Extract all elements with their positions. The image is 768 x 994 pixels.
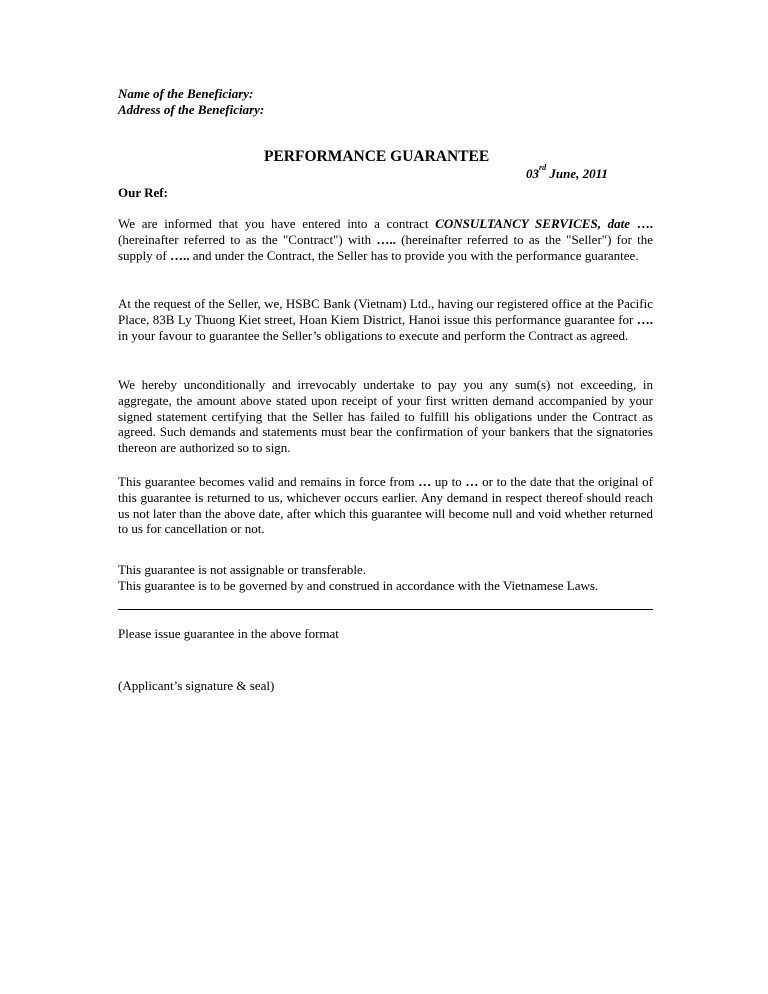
- p4-text-c: up to: [431, 474, 466, 489]
- horizontal-divider: [118, 609, 653, 610]
- p1-text-g: (hereinafter referred to as the "Seller") for the supply of: [118, 231, 654, 263]
- p1-contract-name: CONSULTANCY SERVICES, date: [435, 216, 631, 231]
- p5-line-assignable: This guarantee is not assignable or transferable.: [118, 562, 366, 577]
- p1-text-e: (hereinafter referred to as the "Contract") with: [118, 231, 377, 247]
- p4-text-e: or to the date that the original of this guarantee is returned to us, whichever occurs earlier. Any demand in respect thereof should reach us not later than the above date, after which this guarantee will become null and void whether returned to us for cancellation or not.: [118, 474, 653, 537]
- p1-supply-placeholder: …..: [170, 247, 190, 263]
- p4-text-a: This guarantee becomes valid and remains in force from: [118, 474, 419, 489]
- p1-date-placeholder: ….: [636, 216, 653, 231]
- p1-seller-placeholder: …..: [376, 231, 396, 247]
- p1-text-c: [630, 216, 637, 231]
- beneficiary-address-label: Address of the Beneficiary:: [118, 102, 265, 117]
- p2-text-a: At the request of the Seller, we, HSBC Bank (Vietnam) Ltd., having our registered office at the Pacific Place, 83B Ly Thuong Kiet street, Hoan Kiem District, Hanoi issue this performance guarantee for: [118, 296, 653, 327]
- request-text: Please issue guarantee in the above format: [118, 626, 339, 641]
- document-date: [526, 163, 608, 182]
- p2-text-c: in your favour to guarantee the Seller’s obligations to execute and perform the Contract as agreed.: [118, 327, 629, 343]
- p4-to-placeholder: …: [465, 474, 479, 489]
- paragraph-issuer: [118, 296, 653, 343]
- our-ref-label: Our Ref:: [118, 185, 168, 200]
- beneficiary-name-label: Name of the Beneficiary:: [118, 86, 254, 101]
- paragraph-validity: [118, 474, 653, 537]
- date-suffix: rd: [539, 163, 547, 172]
- beneficiary-block: [118, 86, 264, 118]
- p2-amount-placeholder: ….: [636, 311, 653, 327]
- p1-text-i: and under the Contract, the Seller has to provide you with the performance guarantee.: [189, 247, 639, 263]
- p1-text-a: We are informed that you have entered into a contract: [118, 216, 436, 231]
- paragraph-undertaking: We hereby unconditionally and irrevocably undertake to pay you any sum(s) not exceeding, in aggregate, the amount above stated upon receipt of your first written demand accompanied by your signed statement certifying that the Seller has failed to fulfill his obligations under the Contract as agreed. Such demands and statements must bear the confirmation of your bankers that the signatories thereon are authorized so to sign.: [118, 377, 653, 456]
- p4-from-placeholder: …: [418, 474, 432, 489]
- paragraph-contract: [118, 216, 653, 263]
- date-day: 03: [526, 166, 539, 181]
- p5-line-governing-law: This guarantee is to be governed by and construed in accordance with the Vietnamese Laws.: [118, 577, 599, 593]
- date-rest: June, 2011: [549, 166, 608, 181]
- signature-line: (Applicant’s signature & seal): [118, 678, 275, 693]
- document-title: PERFORMANCE GUARANTEE: [264, 148, 490, 165]
- paragraph-governing: [118, 562, 653, 594]
